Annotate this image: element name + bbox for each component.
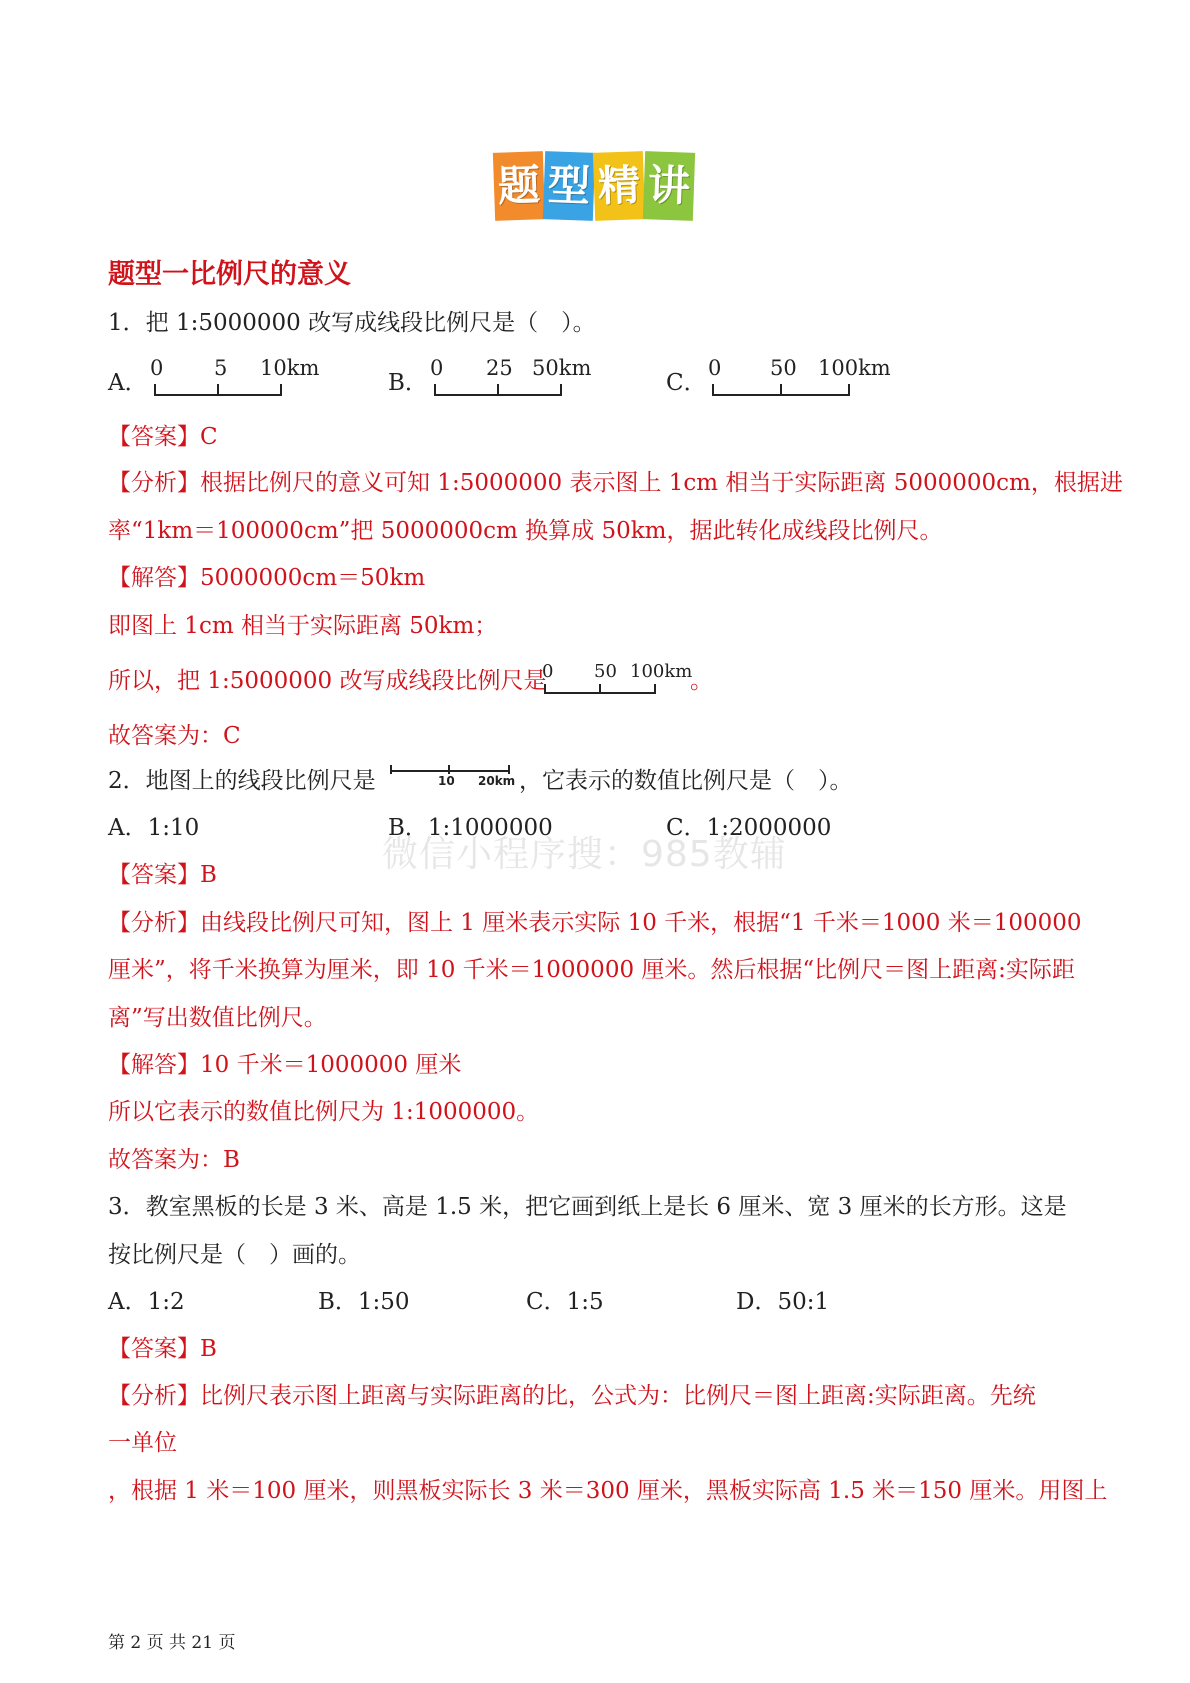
- scale-bar: [390, 770, 510, 772]
- scale-tick: [448, 765, 450, 774]
- section-title: 题型一比例尺的意义: [108, 259, 351, 290]
- inline-line-scale: [542, 660, 692, 700]
- banner-tile: 题: [493, 151, 545, 221]
- banner-tile: 讲: [643, 151, 695, 221]
- solution-line: 【解答】10 千米＝1000000 厘米: [108, 1052, 462, 1078]
- scale-label: 100km: [818, 356, 891, 380]
- scale-label: 0: [430, 356, 444, 380]
- section-banner: [494, 152, 704, 226]
- option-letter: B．: [388, 370, 428, 396]
- line-scale-b: [428, 356, 598, 400]
- scale-label: 10: [438, 774, 455, 788]
- solution-line: 所以它表示的数值比例尺为 1:1000000。: [108, 1099, 540, 1125]
- analysis-line: 【分析】由线段比例尺可知，图上 1 厘米表示实际 10 千米，根据“1 千米＝1000 米＝100000: [108, 910, 1082, 936]
- question-3-stem: 按比例尺是（ ）画的。: [108, 1242, 361, 1268]
- scale-label: 25: [486, 356, 513, 380]
- analysis-line: 【分析】根据比例尺的意义可知 1:5000000 表示图上 1cm 相当于实际距离 5000000cm，根据进: [108, 470, 1123, 496]
- analysis-line: 一单位: [108, 1430, 177, 1456]
- solution-text: 所以，把 1:5000000 改写成线段比例尺是: [108, 668, 547, 694]
- analysis-line: ，根据 1 米＝100 厘米，则黑板实际长 3 米＝300 厘米，黑板实际高 1.5 米＝150 厘米。用图上: [108, 1478, 1108, 1504]
- analysis-line: 离”写出数值比例尺。: [108, 1005, 327, 1031]
- scale-label: 50km: [532, 356, 592, 380]
- option: C．1:5: [526, 1289, 604, 1315]
- scale-tick: [599, 684, 601, 692]
- analysis-line: 厘米”，将千米换算为厘米，即 10 千米＝1000000 厘米。然后根据“比例尺＝图上距离:实际距: [108, 957, 1075, 983]
- scale-label: 100km: [630, 661, 693, 682]
- scale-label: 10km: [260, 356, 320, 380]
- stem-text: 2．地图上的线段比例尺是: [108, 768, 376, 794]
- option: C．1:2000000: [666, 815, 832, 841]
- scale-label: 0: [542, 661, 554, 682]
- answer: 【答案】B: [108, 1336, 217, 1362]
- scale-tick: [217, 384, 219, 394]
- scale-tick: [390, 765, 392, 774]
- question-1-stem: 1．把 1:5000000 改写成线段比例尺是（ ）。: [108, 310, 596, 336]
- scale-label: 20km: [478, 774, 516, 788]
- scale-tick: [497, 384, 499, 394]
- option: B．1:50: [318, 1289, 410, 1315]
- question-2-stem: [108, 766, 376, 796]
- inline-line-scale: [388, 762, 516, 794]
- solution-text: 。: [690, 668, 713, 694]
- scale-label: 50: [770, 356, 797, 380]
- scale-label: 0: [708, 356, 722, 380]
- analysis-line: 率“1km＝100000cm”把 5000000cm 换算成 50km，据此转化成线段比例尺。: [108, 518, 943, 544]
- option: A．1:10: [108, 815, 200, 841]
- answer: 【答案】B: [108, 862, 217, 888]
- watermark: 微信小程序搜：985教辅: [382, 834, 787, 875]
- line-scale-c: [706, 356, 896, 400]
- final-answer: 故答案为：B: [108, 1147, 240, 1173]
- banner-tile: 精: [593, 151, 645, 221]
- line-scale-a: [148, 356, 320, 400]
- scale-label: 50: [594, 661, 617, 682]
- page-footer: 第 2 页 共 21 页: [108, 1633, 236, 1653]
- option-letter: C．: [666, 370, 707, 396]
- scale-label: 5: [214, 356, 228, 380]
- solution-line: 即图上 1cm 相当于实际距离 50km；: [108, 613, 498, 639]
- final-answer: 故答案为：C: [108, 723, 241, 749]
- solution-line: [108, 666, 546, 696]
- question-3-stem: 3．教室黑板的长是 3 米、高是 1.5 米，把它画到纸上是长 6 厘米、宽 3 厘米的长方形。这是: [108, 1194, 1067, 1220]
- scale-tick: [508, 765, 510, 774]
- banner-tile: 型: [543, 151, 595, 221]
- solution-line: 【解答】5000000cm＝50km: [108, 565, 426, 591]
- scale-tick: [780, 384, 782, 394]
- answer: 【答案】C: [108, 424, 218, 450]
- stem-text: ，它表示的数值比例尺是（ ）。: [519, 768, 853, 794]
- option: A．1:2: [108, 1289, 185, 1315]
- option-letter: A．: [108, 370, 148, 396]
- option: D．50:1: [736, 1289, 830, 1315]
- analysis-line: 【分析】比例尺表示图上距离与实际距离的比，公式为：比例尺＝图上距离:实际距离。先统: [108, 1383, 1036, 1409]
- scale-label: 0: [150, 356, 164, 380]
- option: B．1:1000000: [388, 815, 553, 841]
